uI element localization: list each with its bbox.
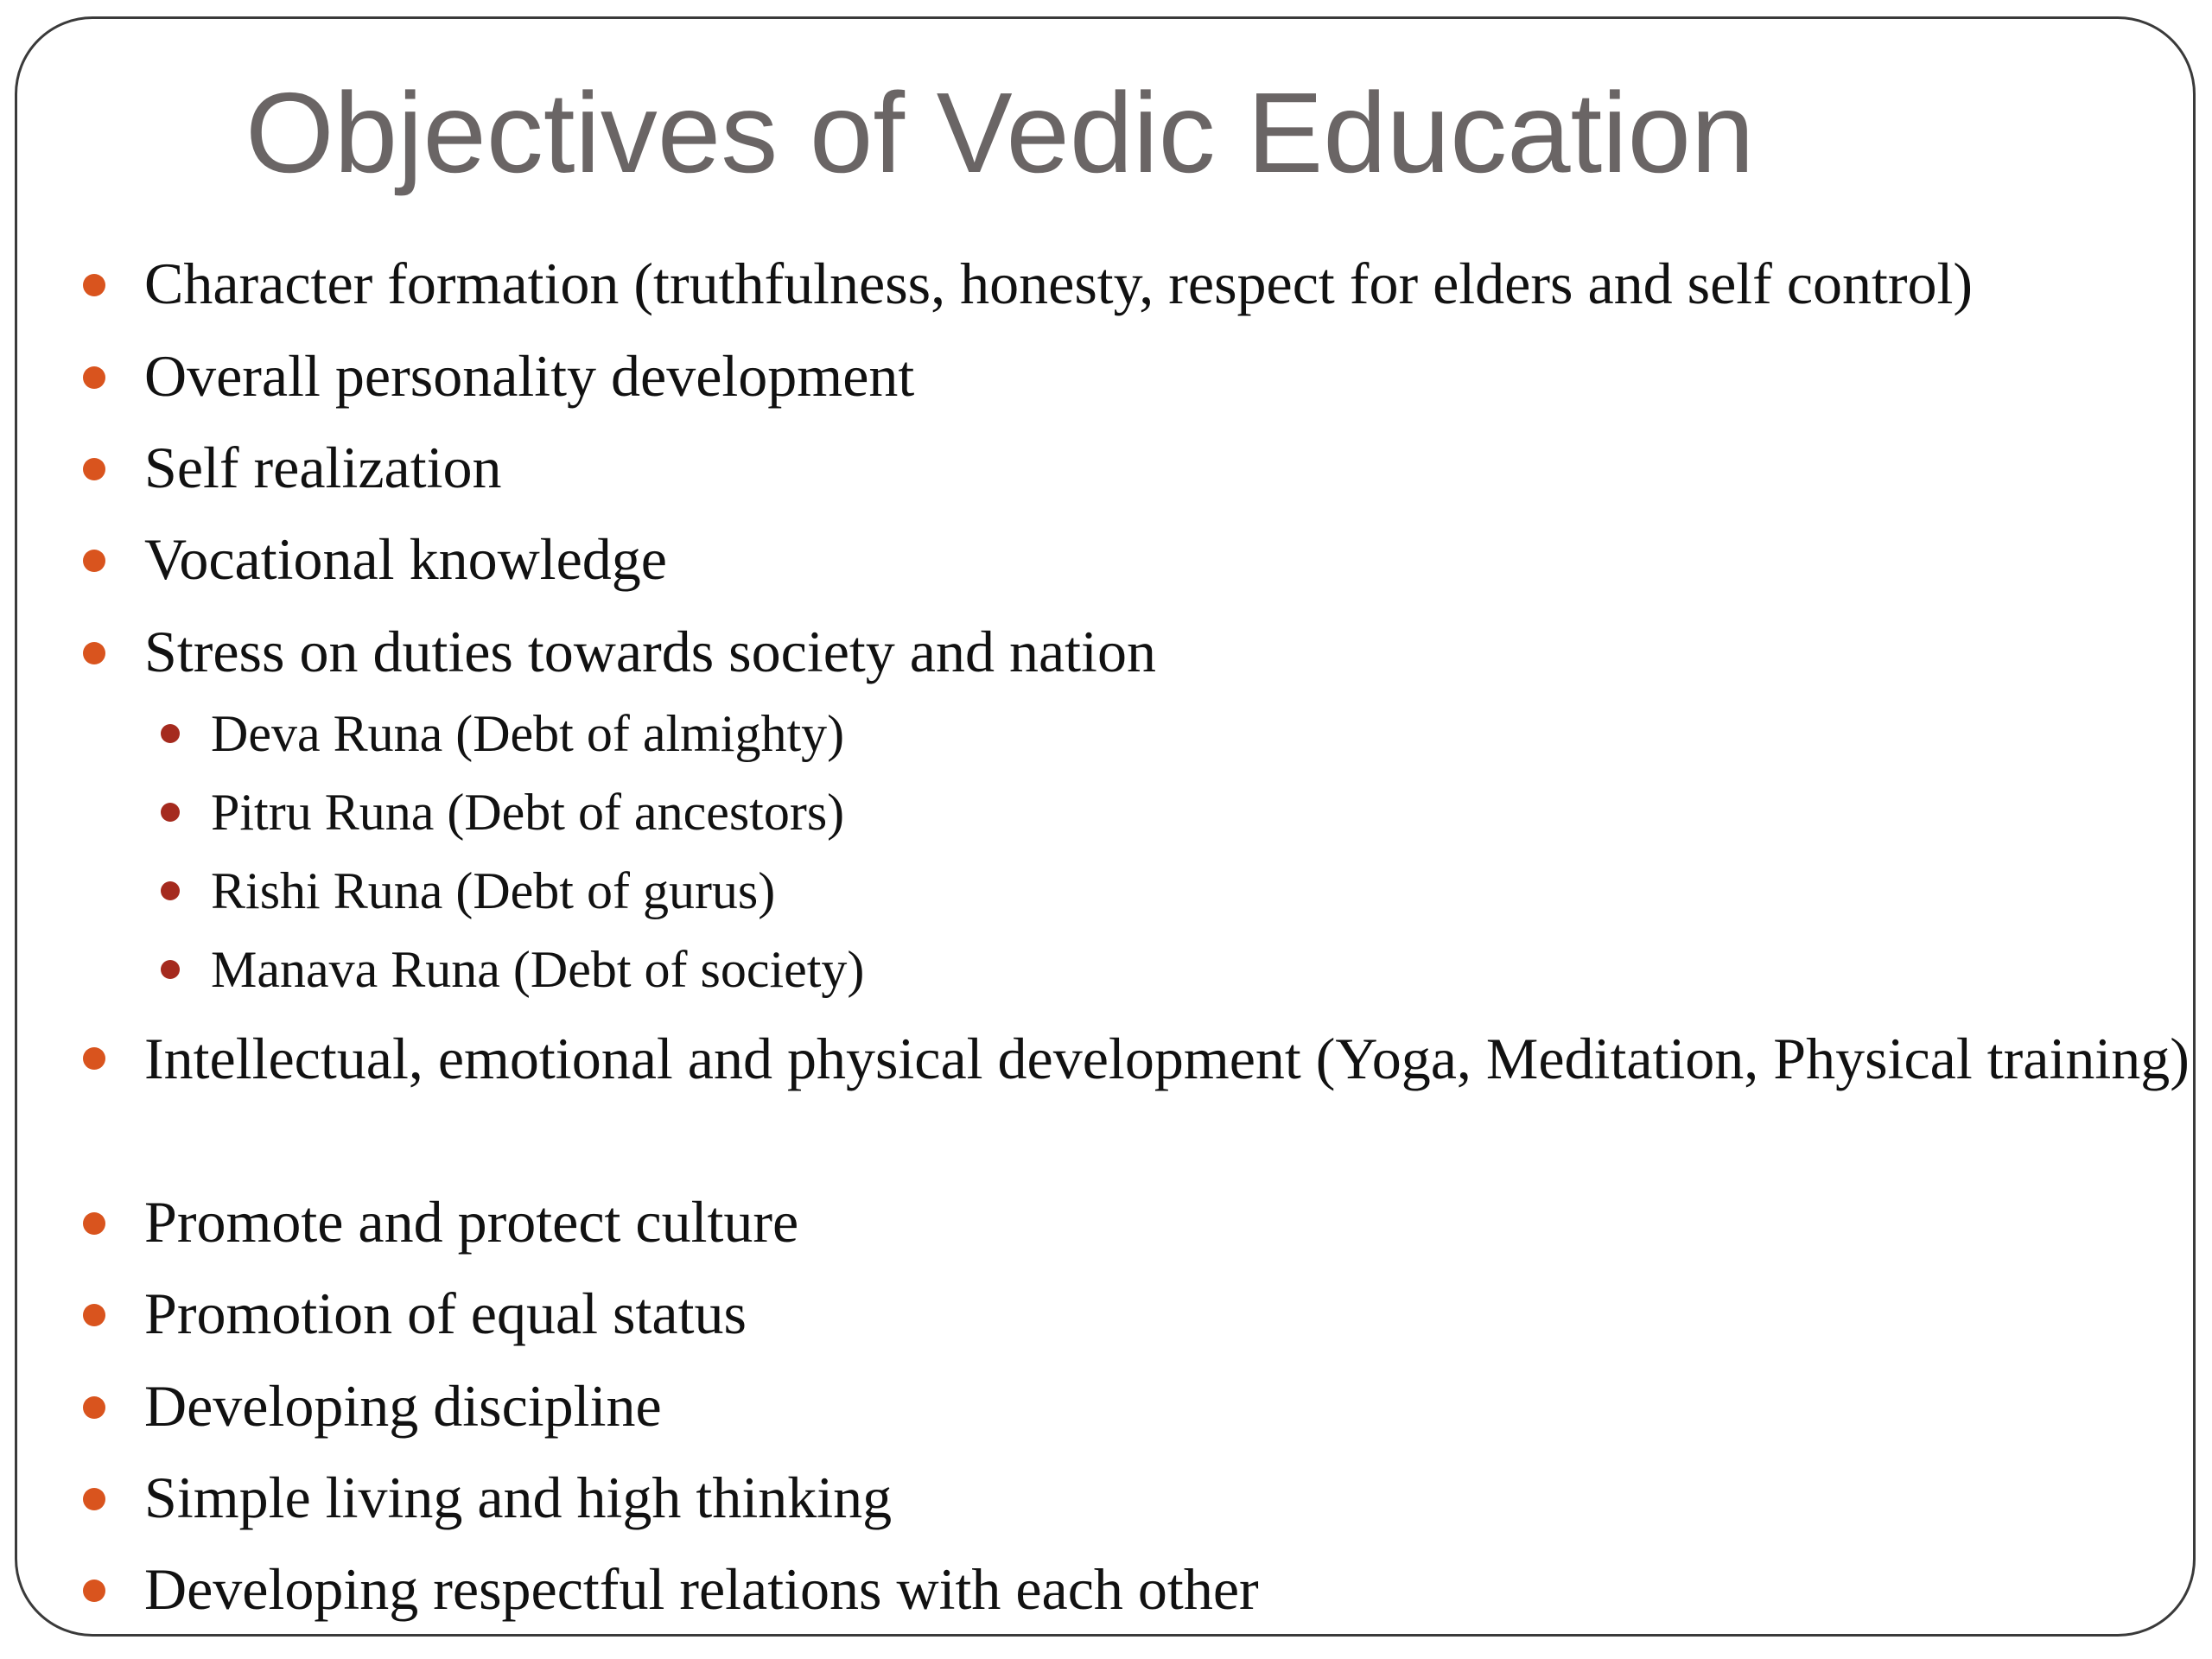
bullet-text: Developing discipline bbox=[144, 1373, 662, 1439]
bullet-text: Character formation (truthfulness, honesty, respect for elders and self control) bbox=[144, 251, 1974, 316]
bullet-dot-icon bbox=[83, 1396, 105, 1419]
bullet-text: Vocational knowledge bbox=[144, 526, 667, 592]
bullet-dot-icon bbox=[83, 1212, 105, 1235]
bullet-dot-icon bbox=[83, 1304, 105, 1326]
bullet-text: Stress on duties towards society and nation bbox=[144, 619, 1156, 684]
bullet-item bbox=[0, 1553, 2212, 1627]
bullet-item bbox=[0, 1185, 2212, 1260]
bullet-text: Developing respectful relations with each other bbox=[144, 1556, 1259, 1622]
bullet-text: Self realization bbox=[144, 435, 502, 500]
bullet-text: Intellectual, emotional and physical development (Yoga, Meditation, Physical training) bbox=[144, 1026, 2190, 1091]
sub-bullet-text: Pitru Runa (Debt of ancestors) bbox=[211, 784, 845, 841]
bullet-item bbox=[0, 1277, 2212, 1351]
bullet-text: Simple living and high thinking bbox=[144, 1465, 893, 1530]
bullet-text: Promotion of equal status bbox=[144, 1281, 747, 1346]
bullet-text: Promote and protect culture bbox=[144, 1189, 799, 1255]
sub-bullet-text: Deva Runa (Debt of almighty) bbox=[211, 705, 845, 762]
bullet-dot-icon bbox=[83, 1488, 105, 1510]
bullet-dot-icon bbox=[83, 1047, 105, 1070]
slide-title: Objectives of Vedic Education bbox=[245, 69, 1755, 196]
bullet-dot-icon bbox=[83, 1580, 105, 1602]
sub-bullet-text: Rishi Runa (Debt of gurus) bbox=[211, 862, 776, 919]
sub-bullet-text: Manava Runa (Debt of society) bbox=[211, 941, 865, 998]
bullet-item bbox=[0, 1370, 2212, 1444]
bullet-item bbox=[0, 1461, 2212, 1535]
bullet-text: Overall personality development bbox=[144, 343, 915, 409]
